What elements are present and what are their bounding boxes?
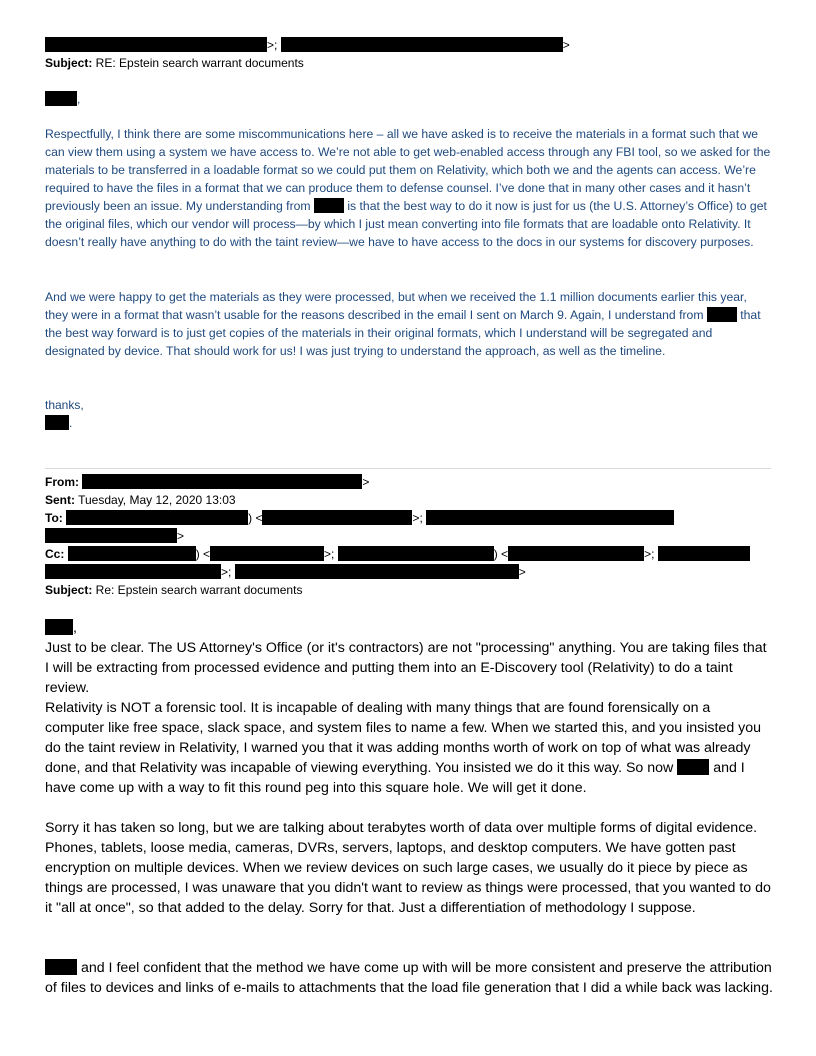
orig-sent-line: Sent: Tuesday, May 12, 2020 13:03 [45,493,236,507]
orig-paragraph-4: and I feel confident that the method we have come up with will be more consistent and preserve the attribution of files to devices and links of e-mails to attachments that the load file generation that I did a while back was lacking. [45,960,773,996]
reply-paragraph-1: Respectfully, I think there are some miscommunications here – all we have asked is to receive the materials in a format such that we can view them using a system we have access to. We’re not able to get web-enabled access through any FBI tool, so we asked for the materials to be transferred in a loadable format so we could put them on Relativity, which both we and the agents can access. We’re required to have the files in a format that we can produce them to defense counsel. I’ve done that in many other cases and it hasn’t previously been an issue. My understanding from is that the best way to do it now is just for us (the U.S. Attorney’s Office) to get the original files, which our vendor will process—by which I just mean converting into file formats that are loadable onto Relativity. It doesn’t really have anything to do with the taint review—we have to have access to the docs in our systems for discovery purposes. [45,127,771,249]
redaction-block [68,546,196,561]
orig-paragraph-1: Just to be clear. The US Attorney's Office (or it's contractors) are not "processing" anything. You are taking files that I will be extracting from processed evidence and putting them into an E-Discovery tool (Relativity) to do a taint review. [45,640,767,696]
redaction-block [45,528,177,543]
top-subject-line: Subject: RE: Epstein search warrant documents [45,56,304,70]
orig-paragraph-2: Relativity is NOT a forensic tool. It is incapable of dealing with many things that are found forensically on a computer like free space, slack space, and system files to name a few. When we started this, and you insisted you do the taint review in Relativity, I warned you that it was adding months worth of work on top of what was already done, and that Relativity was incapable of viewing everything. You insisted we do it this way. So now and I have come up with a way to fit this round peg into this square hole. We will get it done. [45,700,762,796]
redaction-block [66,510,248,525]
redaction-block [45,37,267,52]
reply-signoff: thanks, [45,398,84,412]
redaction-block [82,474,362,489]
orig-to-line: To: ) < >; [45,509,674,527]
reply-greeting: , [45,90,80,108]
redaction-block [45,619,73,635]
redaction-block [262,510,412,525]
orig-body-block-1 [45,638,773,798]
orig-greeting: , [45,618,77,638]
redaction-block [45,959,77,975]
redaction-block [45,564,221,579]
redaction-block [677,759,709,775]
orig-paragraph-3: Sorry it has taken so long, but we are talking about terabytes worth of data over multiple forms of digital evidence. Phones, tablets, loose media, cameras, DVRs, servers, laptops, and desktop computers. We have gotten past encryption on multiple devices. When we review devices on such large cases, we usually do it piece by piece as things are processed, I was unaware that you didn't want to review as things were processed, that you wanted to do it "all at once", so that added to the delay. Sorry for that. Just a differentiation of methodology I suppose. [45,820,771,916]
redaction-block [707,307,737,322]
redaction-block [210,546,324,561]
redaction-block [45,415,69,430]
reply-signature: . [45,414,72,432]
redaction-block [45,91,77,106]
orig-to-line-2: > [45,527,184,545]
redaction-block [281,37,563,52]
redaction-block [426,510,674,525]
redaction-block [658,546,750,561]
redaction-block [314,198,344,213]
orig-cc-line-2: >; > [45,563,526,581]
orig-subject-line: Subject: Re: Epstein search warrant documents [45,583,303,597]
redaction-block [508,546,644,561]
reply-paragraph-2: And we were happy to get the materials as they were processed, but when we received the 1.1 million documents earlier this year, they were in a format that wasn’t usable for the reasons described in the email I sent on March 9. Again, I understand from that the best way forward is to just get copies of the materials in their original formats, which I understand will be segregated and designated by device. That should work for us! I was just trying to understand the approach, as well as the timeline. [45,290,761,358]
redaction-block [235,564,519,579]
top-recipients-line: >; > [45,36,570,54]
message-separator [45,468,771,469]
orig-from-line: From: > [45,475,370,489]
orig-cc-line: Cc: ) < >; ) < >; [45,545,750,563]
redaction-block [338,546,494,561]
